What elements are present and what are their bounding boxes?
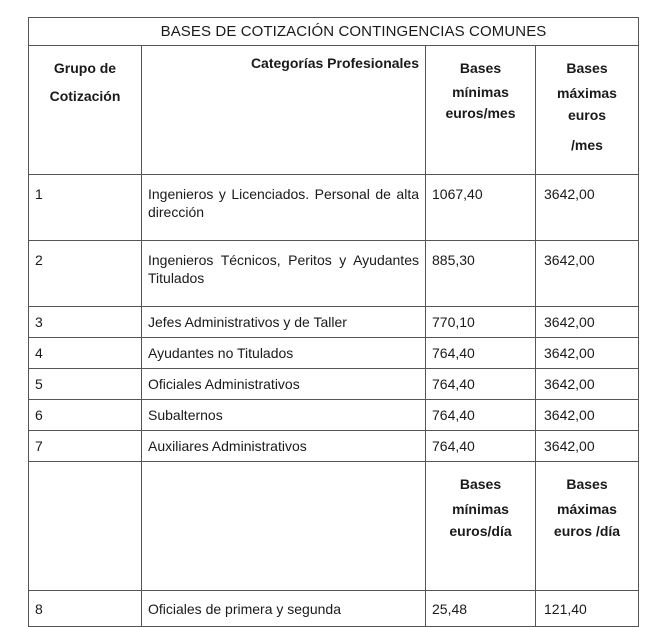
table-title: BASES DE COTIZACIÓN CONTINGENCIAS COMUNES: [160, 22, 547, 40]
header2-maximas-line-3: euros /día: [553, 523, 621, 539]
minima-cell: 764,40: [426, 431, 536, 462]
categoria-cell: Ayudantes no Titulados: [142, 338, 426, 369]
maxima-cell: 3642,00: [536, 175, 639, 241]
header-row: [29, 46, 639, 175]
table-row: [29, 241, 639, 307]
header-maximas-line-2: máximas: [557, 85, 617, 101]
cotizacion-table: [28, 17, 639, 627]
header-maximas-line-3: euros: [567, 107, 607, 123]
grupo-cell: 7: [29, 431, 142, 462]
empty-cell: [29, 462, 142, 591]
table-row: [29, 307, 639, 338]
header-grupo-line-2: Cotización: [49, 88, 121, 104]
header-row-diario: [29, 462, 639, 591]
header-grupo: [29, 46, 142, 175]
table-row: [29, 369, 639, 400]
header-categorias-label: Categorías Profesionales: [250, 55, 419, 71]
maxima-cell: 3642,00: [536, 431, 639, 462]
header2-maximas-line-1: Bases: [566, 476, 608, 492]
grupo-cell: 5: [29, 369, 142, 400]
header-grupo-line-1: Grupo de: [53, 60, 117, 76]
minima-cell: 764,40: [426, 369, 536, 400]
header-bases-minimas-dia: [426, 462, 536, 591]
maxima-cell: 3642,00: [536, 400, 639, 431]
header-bases-maximas-dia: [536, 462, 639, 591]
categoria-cell: Oficiales de primera y segunda: [142, 591, 426, 627]
maxima-cell: 3642,00: [536, 369, 639, 400]
categoria-cell: Ingenieros y Licenciados. Personal de alta dirección: [142, 175, 426, 241]
maxima-cell: 3642,00: [536, 307, 639, 338]
header-maximas-line-4: /mes: [571, 137, 603, 153]
minima-cell: 764,40: [426, 400, 536, 431]
table-row: [29, 400, 639, 431]
minima-cell: 764,40: [426, 338, 536, 369]
table-row: [29, 338, 639, 369]
maxima-cell: 3642,00: [536, 241, 639, 307]
minima-cell: 25,48: [426, 591, 536, 627]
table-row: [29, 175, 639, 241]
maxima-cell: 3642,00: [536, 338, 639, 369]
maxima-cell: 121,40: [536, 591, 639, 627]
empty-cell: [142, 462, 426, 591]
grupo-cell: 4: [29, 338, 142, 369]
minima-cell: 770,10: [426, 307, 536, 338]
minima-cell: 885,30: [426, 241, 536, 307]
categoria-cell: Subalternos: [142, 400, 426, 431]
table-row: [29, 431, 639, 462]
header-bases-maximas: [536, 46, 639, 175]
grupo-cell: 2: [29, 241, 142, 307]
header-minimas-line-3: euros/mes: [445, 105, 516, 121]
grupo-cell: 6: [29, 400, 142, 431]
minima-cell: 1067,40: [426, 175, 536, 241]
header2-maximas-line-2: máximas: [557, 501, 617, 517]
title-row: [29, 18, 639, 46]
grupo-cell: 1: [29, 175, 142, 241]
header2-minimas-line-1: Bases: [459, 476, 502, 492]
grupo-cell: 3: [29, 307, 142, 338]
header-minimas-line-1: Bases: [459, 60, 502, 76]
header-minimas-line-2: mínimas: [452, 84, 509, 100]
categoria-cell: Oficiales Administrativos: [142, 369, 426, 400]
header2-minimas-line-3: euros/día: [449, 523, 512, 539]
categoria-cell: Jefes Administrativos y de Taller: [142, 307, 426, 338]
header2-minimas-line-2: mínimas: [452, 501, 509, 517]
table-title-cell: [29, 18, 639, 46]
grupo-cell: 8: [29, 591, 142, 627]
header-maximas-line-1: Bases: [566, 60, 608, 76]
categoria-cell: Auxiliares Administrativos: [142, 431, 426, 462]
categoria-cell: Ingenieros Técnicos, Peritos y Ayudantes Titulados: [142, 241, 426, 307]
header-bases-minimas: [426, 46, 536, 175]
table-row: [29, 591, 639, 627]
header-categorias: [142, 46, 426, 175]
